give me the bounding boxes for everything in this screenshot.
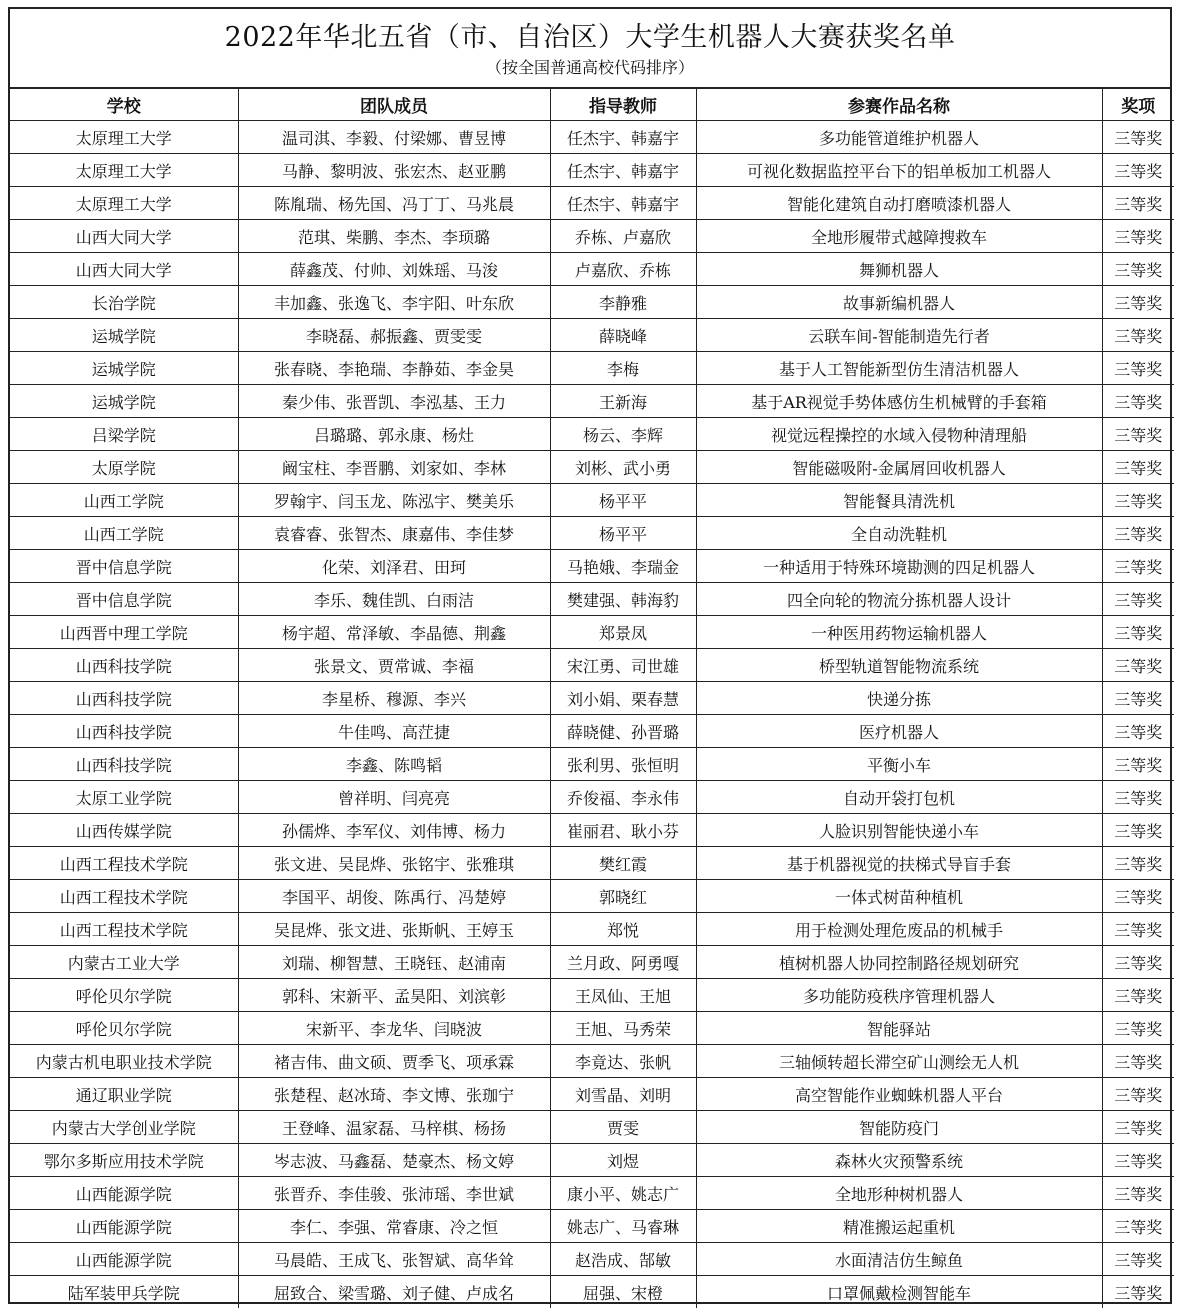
table-row [10,418,1174,451]
cell-advisors: 宋江勇、司世雄 [550,649,696,682]
cell-school: 晋中信息学院 [10,583,238,616]
cell-advisors: 郑悦 [550,913,696,946]
header-award: 奖项 [1102,89,1174,121]
cell-entry-name: 视觉远程操控的水域入侵物种清理船 [696,418,1102,451]
cell-award: 三等奖 [1102,1045,1174,1078]
cell-entry-name: 多功能管道维护机器人 [696,121,1102,154]
cell-award: 三等奖 [1102,979,1174,1012]
cell-team-members: 陈胤瑞、杨先国、冯丁丁、马兆晨 [238,187,550,220]
cell-award: 三等奖 [1102,946,1174,979]
cell-advisors: 马艳娥、李瑞金 [550,550,696,583]
cell-entry-name: 基于人工智能新型仿生清洁机器人 [696,352,1102,385]
cell-school: 山西科技学院 [10,682,238,715]
cell-team-members: 曾祥明、闫亮亮 [238,781,550,814]
table-row [10,484,1174,517]
cell-school: 太原理工大学 [10,154,238,187]
cell-advisors: 杨云、李辉 [550,418,696,451]
cell-team-members: 屈致合、梁雪璐、刘子健、卢成名 [238,1276,550,1309]
table-row [10,385,1174,418]
cell-advisors: 乔栋、卢嘉欣 [550,220,696,253]
cell-advisors: 姚志广、马睿琳 [550,1210,696,1243]
cell-school: 运城学院 [10,352,238,385]
cell-entry-name: 三轴倾转超长滞空矿山测绘无人机 [696,1045,1102,1078]
cell-school: 运城学院 [10,385,238,418]
cell-advisors: 刘彬、武小勇 [550,451,696,484]
cell-advisors: 崔丽君、耿小芬 [550,814,696,847]
cell-advisors: 薛晓峰 [550,319,696,352]
cell-entry-name: 水面清洁仿生鲸鱼 [696,1243,1102,1276]
cell-school: 太原学院 [10,451,238,484]
cell-award: 三等奖 [1102,319,1174,352]
cell-school: 山西工学院 [10,517,238,550]
cell-award: 三等奖 [1102,286,1174,319]
table-row [10,253,1174,286]
cell-entry-name: 智能防疫门 [696,1111,1102,1144]
cell-entry-name: 植树机器人协同控制路径规划研究 [696,946,1102,979]
cell-team-members: 吕璐璐、郭永康、杨灶 [238,418,550,451]
cell-team-members: 刘瑞、柳智慧、王晓钰、赵浦南 [238,946,550,979]
header-advisors: 指导教师 [550,89,696,121]
cell-award: 三等奖 [1102,220,1174,253]
table-row [10,847,1174,880]
table-row [10,1111,1174,1144]
cell-entry-name: 智能磁吸附-金属屑回收机器人 [696,451,1102,484]
cell-school: 山西传媒学院 [10,814,238,847]
title-block [10,9,1170,89]
cell-team-members: 李晓磊、郝振鑫、贾雯雯 [238,319,550,352]
cell-entry-name: 四全向轮的物流分拣机器人设计 [696,583,1102,616]
cell-award: 三等奖 [1102,550,1174,583]
cell-entry-name: 用于检测处理危废品的机械手 [696,913,1102,946]
cell-award: 三等奖 [1102,517,1174,550]
cell-advisors: 刘煜 [550,1144,696,1177]
cell-school: 山西工程技术学院 [10,913,238,946]
cell-entry-name: 平衡小车 [696,748,1102,781]
document-subtitle: （按全国普通高校代码排序） [485,58,694,77]
cell-entry-name: 基于AR视觉手势体感仿生机械臂的手套箱 [696,385,1102,418]
cell-team-members: 秦少伟、张晋凯、李泓基、王力 [238,385,550,418]
cell-award: 三等奖 [1102,847,1174,880]
cell-team-members: 马静、黎明波、张宏杰、赵亚鹏 [238,154,550,187]
cell-team-members: 化荣、刘泽君、田珂 [238,550,550,583]
table-body [10,121,1174,1309]
cell-advisors: 王旭、马秀荣 [550,1012,696,1045]
cell-entry-name: 故事新编机器人 [696,286,1102,319]
cell-entry-name: 森林火灾预警系统 [696,1144,1102,1177]
cell-entry-name: 桥型轨道智能物流系统 [696,649,1102,682]
cell-school: 内蒙古机电职业技术学院 [10,1045,238,1078]
table-row [10,352,1174,385]
cell-school: 山西科技学院 [10,649,238,682]
cell-award: 三等奖 [1102,385,1174,418]
cell-school: 山西能源学院 [10,1210,238,1243]
table-row [10,154,1174,187]
table-row [10,748,1174,781]
cell-award: 三等奖 [1102,682,1174,715]
table-row [10,121,1174,154]
cell-school: 山西科技学院 [10,748,238,781]
table-row [10,715,1174,748]
table-row [10,451,1174,484]
cell-award: 三等奖 [1102,253,1174,286]
cell-entry-name: 精准搬运起重机 [696,1210,1102,1243]
cell-advisors: 李梅 [550,352,696,385]
header-school: 学校 [10,89,238,121]
cell-school: 太原工业学院 [10,781,238,814]
cell-advisors: 杨平平 [550,517,696,550]
cell-award: 三等奖 [1102,1144,1174,1177]
cell-award: 三等奖 [1102,484,1174,517]
cell-advisors: 薛晓健、孙晋璐 [550,715,696,748]
table-row [10,550,1174,583]
cell-advisors: 樊红霞 [550,847,696,880]
cell-advisors: 任杰宇、韩嘉宇 [550,154,696,187]
cell-team-members: 郭科、宋新平、孟昊阳、刘滨彰 [238,979,550,1012]
cell-entry-name: 基于机器视觉的扶梯式导盲手套 [696,847,1102,880]
table-row [10,814,1174,847]
table-row [10,1276,1174,1309]
table-row [10,649,1174,682]
cell-entry-name: 高空智能作业蜘蛛机器人平台 [696,1078,1102,1111]
table-row [10,1210,1174,1243]
cell-advisors: 杨平平 [550,484,696,517]
cell-advisors: 樊建强、韩海豹 [550,583,696,616]
cell-award: 三等奖 [1102,715,1174,748]
cell-school: 山西能源学院 [10,1243,238,1276]
cell-school: 呼伦贝尔学院 [10,1012,238,1045]
cell-school: 呼伦贝尔学院 [10,979,238,1012]
table-row [10,1078,1174,1111]
cell-award: 三等奖 [1102,352,1174,385]
cell-school: 长治学院 [10,286,238,319]
cell-entry-name: 舞狮机器人 [696,253,1102,286]
cell-advisors: 郑景凤 [550,616,696,649]
cell-team-members: 张春晓、李艳瑞、李静茹、李金昊 [238,352,550,385]
cell-advisors: 刘雪晶、刘明 [550,1078,696,1111]
cell-team-members: 吴昆烨、张文进、张斯帆、王婷玉 [238,913,550,946]
cell-school: 吕梁学院 [10,418,238,451]
cell-entry-name: 多功能防疫秩序管理机器人 [696,979,1102,1012]
table-row [10,1177,1174,1210]
award-table [10,89,1174,1308]
table-row [10,880,1174,913]
cell-award: 三等奖 [1102,583,1174,616]
cell-award: 三等奖 [1102,913,1174,946]
cell-advisors: 兰月政、阿勇嘎 [550,946,696,979]
cell-advisors: 王新海 [550,385,696,418]
cell-school: 山西大同大学 [10,220,238,253]
table-row [10,946,1174,979]
cell-entry-name: 全自动洗鞋机 [696,517,1102,550]
cell-entry-name: 可视化数据监控平台下的铝单板加工机器人 [696,154,1102,187]
table-row [10,682,1174,715]
table-row [10,319,1174,352]
cell-school: 内蒙古大学创业学院 [10,1111,238,1144]
cell-entry-name: 人脸识别智能快递小车 [696,814,1102,847]
cell-award: 三等奖 [1102,1111,1174,1144]
cell-award: 三等奖 [1102,616,1174,649]
cell-school: 太原理工大学 [10,121,238,154]
table-row [10,286,1174,319]
cell-entry-name: 口罩佩戴检测智能车 [696,1276,1102,1309]
cell-award: 三等奖 [1102,418,1174,451]
table-row [10,781,1174,814]
cell-entry-name: 全地形种树机器人 [696,1177,1102,1210]
header-row [10,89,1174,121]
table-row [10,1012,1174,1045]
cell-team-members: 阚宝柱、李晋鹏、刘家如、李林 [238,451,550,484]
cell-award: 三等奖 [1102,1177,1174,1210]
cell-advisors: 赵浩成、郜敏 [550,1243,696,1276]
cell-team-members: 岑志波、马鑫磊、楚豪杰、杨文婷 [238,1144,550,1177]
header-team-members: 团队成员 [238,89,550,121]
cell-team-members: 李仁、李强、常睿康、冷之恒 [238,1210,550,1243]
cell-team-members: 马晨皓、王成飞、张智斌、高华耸 [238,1243,550,1276]
cell-team-members: 张文进、吴昆烨、张铭宇、张雅琪 [238,847,550,880]
cell-team-members: 褚吉伟、曲文硕、贾季飞、项承霖 [238,1045,550,1078]
cell-advisors: 乔俊福、李永伟 [550,781,696,814]
cell-award: 三等奖 [1102,187,1174,220]
cell-award: 三等奖 [1102,1078,1174,1111]
cell-school: 鄂尔多斯应用技术学院 [10,1144,238,1177]
cell-award: 三等奖 [1102,1210,1174,1243]
cell-award: 三等奖 [1102,1243,1174,1276]
cell-school: 山西工程技术学院 [10,847,238,880]
cell-entry-name: 一种医用药物运输机器人 [696,616,1102,649]
cell-award: 三等奖 [1102,1276,1174,1309]
cell-advisors: 康小平、姚志广 [550,1177,696,1210]
header-entry-name: 参赛作品名称 [696,89,1102,121]
cell-advisors: 刘小娟、栗春慧 [550,682,696,715]
cell-school: 山西工学院 [10,484,238,517]
table-row [10,220,1174,253]
cell-school: 山西工程技术学院 [10,880,238,913]
cell-team-members: 王登峰、温家磊、马梓棋、杨扬 [238,1111,550,1144]
cell-school: 山西大同大学 [10,253,238,286]
table-row [10,913,1174,946]
cell-team-members: 牛佳鸣、高茳捷 [238,715,550,748]
cell-school: 山西科技学院 [10,715,238,748]
cell-school: 内蒙古工业大学 [10,946,238,979]
cell-entry-name: 自动开袋打包机 [696,781,1102,814]
table-row [10,1243,1174,1276]
cell-school: 通辽职业学院 [10,1078,238,1111]
cell-school: 运城学院 [10,319,238,352]
cell-team-members: 杨宇超、常泽敏、李晶德、荆鑫 [238,616,550,649]
cell-entry-name: 智能餐具清洗机 [696,484,1102,517]
cell-school: 晋中信息学院 [10,550,238,583]
cell-entry-name: 快递分拣 [696,682,1102,715]
cell-team-members: 袁睿睿、张智杰、康嘉伟、李佳梦 [238,517,550,550]
cell-entry-name: 云联车间-智能制造先行者 [696,319,1102,352]
cell-school: 太原理工大学 [10,187,238,220]
cell-team-members: 丰加鑫、张逸飞、李宇阳、叶东欣 [238,286,550,319]
table-row [10,1144,1174,1177]
cell-team-members: 李乐、魏佳凯、白雨洁 [238,583,550,616]
cell-team-members: 张楚程、赵冰琦、李文博、张珈宁 [238,1078,550,1111]
cell-award: 三等奖 [1102,154,1174,187]
cell-award: 三等奖 [1102,451,1174,484]
cell-advisors: 张利男、张恒明 [550,748,696,781]
cell-award: 三等奖 [1102,748,1174,781]
cell-award: 三等奖 [1102,649,1174,682]
cell-team-members: 孙儒烨、李军仪、刘伟博、杨力 [238,814,550,847]
cell-team-members: 李鑫、陈鸣韬 [238,748,550,781]
table-row [10,616,1174,649]
cell-entry-name: 一种适用于特殊环境勘测的四足机器人 [696,550,1102,583]
cell-team-members: 薛鑫茂、付帅、刘姝瑶、马浚 [238,253,550,286]
cell-school: 山西能源学院 [10,1177,238,1210]
cell-team-members: 李星桥、穆源、李兴 [238,682,550,715]
cell-advisors: 李竟达、张帆 [550,1045,696,1078]
cell-advisors: 郭晓红 [550,880,696,913]
cell-entry-name: 医疗机器人 [696,715,1102,748]
cell-advisors: 屈强、宋橙 [550,1276,696,1309]
cell-advisors: 李静雅 [550,286,696,319]
document-title: 2022年华北五省（市、自治区）大学生机器人大赛获奖名单 [224,22,956,53]
cell-award: 三等奖 [1102,781,1174,814]
cell-entry-name: 智能驿站 [696,1012,1102,1045]
cell-advisors: 贾雯 [550,1111,696,1144]
cell-team-members: 宋新平、李龙华、闫晓波 [238,1012,550,1045]
cell-advisors: 卢嘉欣、乔栋 [550,253,696,286]
cell-entry-name: 一体式树苗种植机 [696,880,1102,913]
table-row [10,979,1174,1012]
table-row [10,1045,1174,1078]
table-row [10,187,1174,220]
cell-team-members: 张晋乔、李佳骏、张沛瑶、李世斌 [238,1177,550,1210]
cell-school: 山西晋中理工学院 [10,616,238,649]
cell-school: 陆军装甲兵学院 [10,1276,238,1309]
cell-award: 三等奖 [1102,121,1174,154]
cell-entry-name: 智能化建筑自动打磨喷漆机器人 [696,187,1102,220]
cell-team-members: 范琪、柴鹏、李杰、李顼璐 [238,220,550,253]
cell-team-members: 张景文、贾常诚、李福 [238,649,550,682]
cell-award: 三等奖 [1102,814,1174,847]
cell-team-members: 温司淇、李毅、付梁娜、曹昱博 [238,121,550,154]
cell-advisors: 王凤仙、王旭 [550,979,696,1012]
cell-entry-name: 全地形履带式越障搜救车 [696,220,1102,253]
cell-advisors: 任杰宇、韩嘉宇 [550,121,696,154]
cell-advisors: 任杰宇、韩嘉宇 [550,187,696,220]
cell-award: 三等奖 [1102,880,1174,913]
table-row [10,517,1174,550]
cell-award: 三等奖 [1102,1012,1174,1045]
award-list-document [8,7,1172,1304]
cell-team-members: 李国平、胡俊、陈禹行、冯楚婷 [238,880,550,913]
cell-team-members: 罗翰宇、闫玉龙、陈泓宇、樊美乐 [238,484,550,517]
table-row [10,583,1174,616]
